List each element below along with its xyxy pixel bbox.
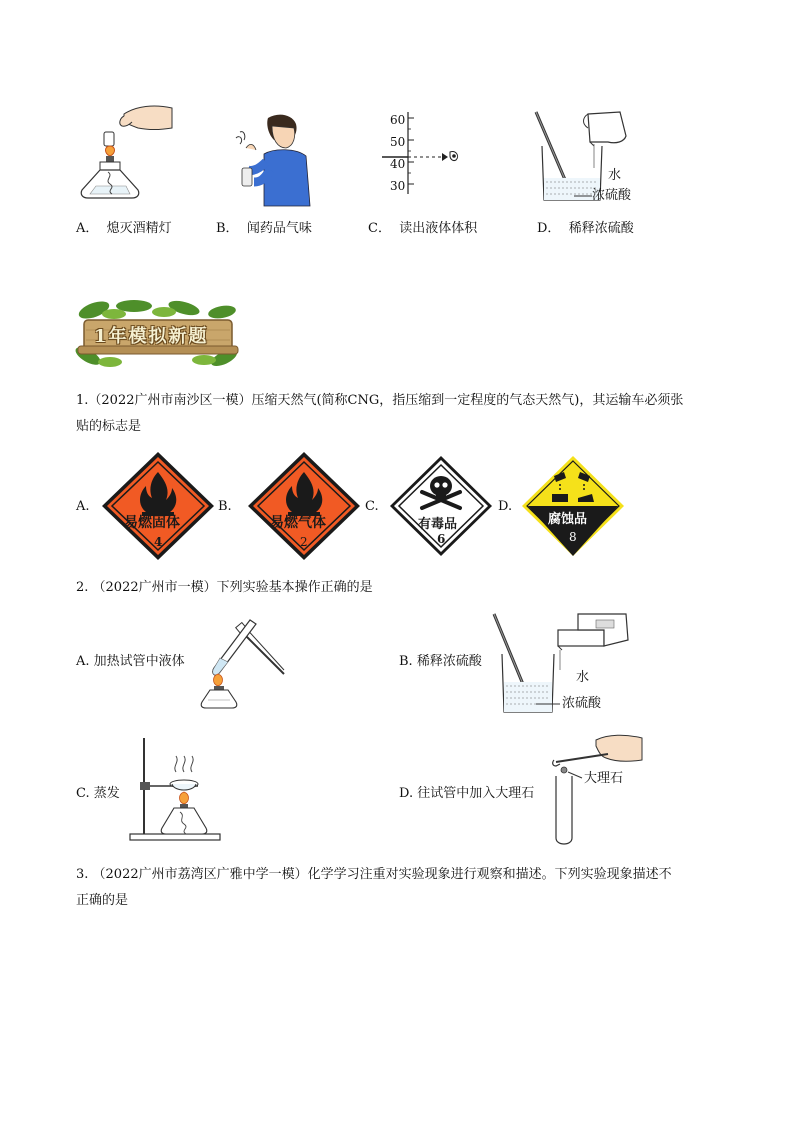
top-option-c: C． 读出液体体积 (368, 221, 478, 236)
corrosive-label: 腐蚀品 (548, 512, 588, 527)
flammable-gas-number: 2 (300, 535, 308, 549)
flammable-solid-label: 易燃固体 (124, 515, 180, 531)
toxic-label: 有毒品 (418, 517, 458, 532)
q1-option-a-letter: A. (76, 499, 90, 514)
cylinder-tick-50: 50 (390, 135, 406, 149)
q1-option-d-letter: D. (498, 499, 513, 514)
top-d-acid-pointer (574, 194, 594, 198)
evaporation-illustration (128, 734, 224, 842)
cylinder-tick-30: 30 (390, 179, 406, 193)
alcohol-lamp-blow-illustration (76, 102, 176, 208)
heat-test-tube-illustration (198, 614, 290, 710)
q1-option-b-letter: B. (218, 499, 232, 514)
smell-reagent-illustration (234, 110, 314, 208)
q2-option-c: C. 蒸发 (76, 786, 120, 801)
top-option-d: D． 稀释浓硫酸 (537, 221, 634, 236)
banner-title: 1年模拟新题 (94, 326, 209, 347)
top-d-water-label: 水 (608, 168, 622, 183)
corrosive-number: 8 (569, 530, 577, 544)
q2-d-marble-label: 大理石 (584, 771, 624, 786)
q2-b-acid-pointer (536, 702, 562, 706)
top-option-a: A． 熄灭酒精灯 (76, 221, 172, 236)
toxic-number: 6 (437, 532, 446, 546)
cylinder-tick-40: 40 (390, 157, 406, 171)
cylinder-tick-60: 60 (390, 113, 406, 127)
q2-option-d: D. 往试管中加入大理石 (399, 786, 535, 801)
add-marble-illustration (548, 732, 644, 848)
q1-stem-line1: 1.（2022广州市南沙区一模）压缩天然气(简称CNG，指压缩到一定程度的气态天然气)，其运输车必须张 (76, 393, 684, 408)
graduated-cylinder-illustration (372, 112, 464, 202)
top-d-acid-label: 浓硫酸 (592, 188, 632, 203)
flammable-solid-number: 4 (154, 535, 163, 549)
q3-stem-line1: 3. （2022广州市荔湾区广雅中学一模）化学学习注重对实验现象进行观察和描述。下列实验现象描述不 (76, 867, 672, 882)
q2-b-acid-label: 浓硫酸 (562, 696, 602, 711)
q3-stem-line2: 正确的是 (76, 893, 129, 908)
q1-option-c-letter: C. (365, 499, 379, 514)
q2-b-water-label: 水 (576, 670, 590, 685)
q2-option-b: B. 稀释浓硫酸 (399, 654, 482, 669)
top-option-b: B． 闻药品气味 (216, 221, 312, 236)
q2-stem: 2. （2022广州市一模）下列实验基本操作正确的是 (76, 580, 373, 595)
q2-option-a: A. 加热试管中液体 (76, 654, 185, 669)
flammable-gas-label: 易燃气体 (270, 515, 326, 531)
q1-stem-line2: 贴的标志是 (76, 419, 142, 434)
